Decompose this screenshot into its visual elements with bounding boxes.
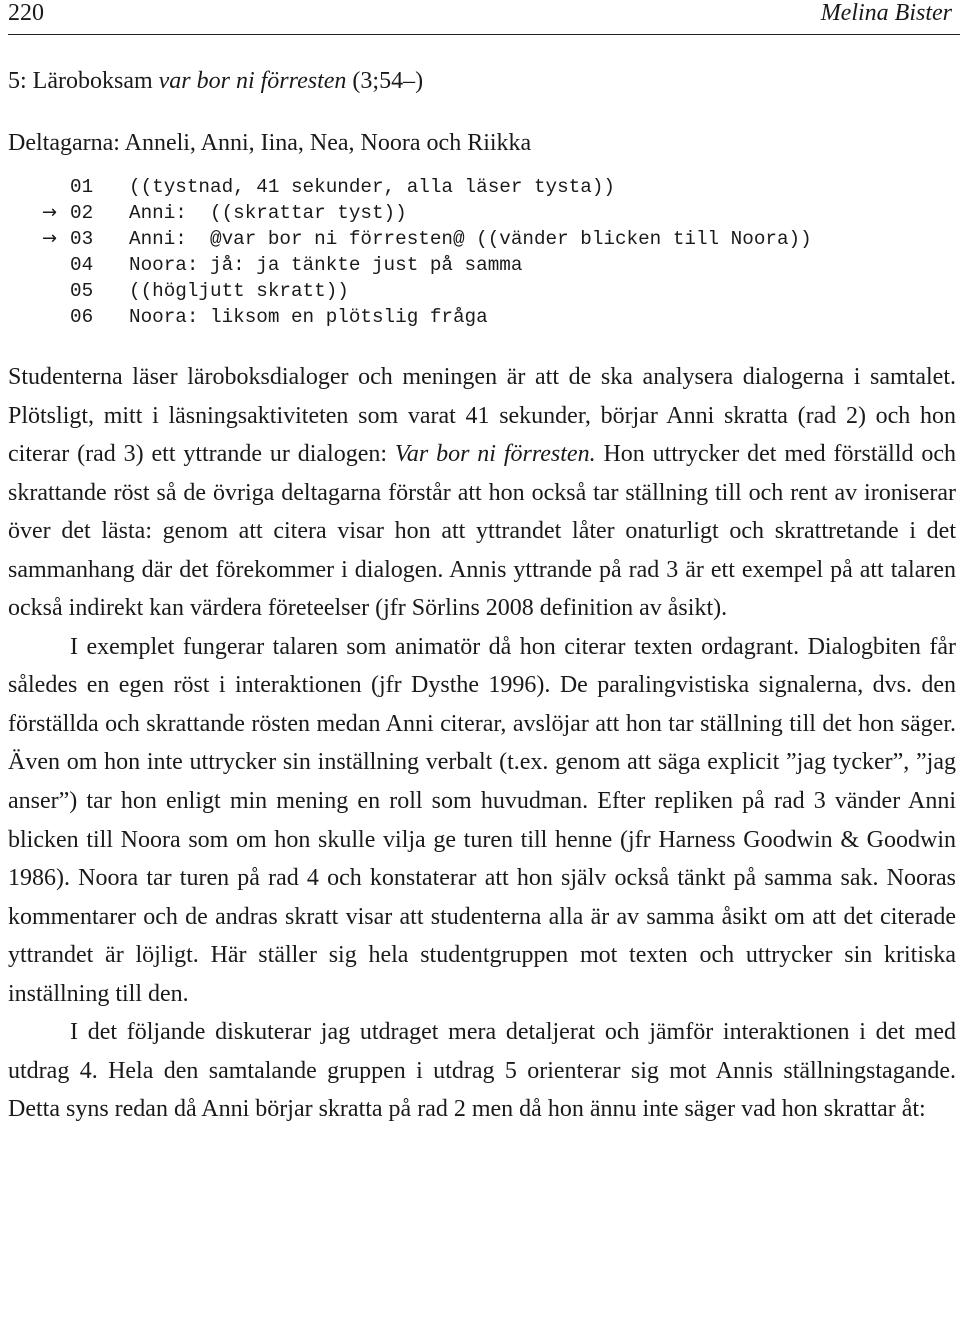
line-number: 03 — [70, 228, 94, 250]
paragraph-3: I det följande diskuterar jag utdraget mera detaljerat och jämför interaktionen i det med utdrag 4. Hela den samtalande gruppen i utdrag 5 orienterar sig mot Annis ställningstagande. Detta syns redan då Anni börjar skratta på rad 2 men då hon ännu inte säger vad hon skrattar åt: — [8, 1019, 956, 1123]
page-number: 220 — [8, 0, 44, 26]
transcript-line — [8, 252, 948, 278]
paragraph-1 — [8, 358, 956, 628]
header-rule — [8, 34, 960, 35]
transcript — [8, 174, 948, 330]
excerpt-participants: Deltagarna: Anneli, Anni, Iina, Nea, Noora och Riikka — [8, 130, 532, 156]
transcript-line — [8, 174, 948, 200]
line-number: 05 — [70, 280, 94, 302]
line-text: Anni: @var bor ni förresten@ ((vänder blicken till Noora)) — [129, 228, 812, 250]
excerpt-title-prefix: 5: Läroboksam — [8, 68, 159, 94]
excerpt-title-suffix: (3;54–) — [346, 68, 424, 94]
paragraph-1-italic: Var bor ni förresten. — [394, 441, 596, 468]
paragraph-2: I exemplet fungerar talaren som animatör då hon citerar texten ordagrant. Dialogbiten får således en egen röst i interaktionen (jfr Dysthe 1996). De paralingvistiska signalerna, dvs. den förställda och skrattande rösten medan Anni citerar, avslöjar att hon tar ställning till det hon säger. Även om hon inte uttrycker sin inställning verbalt (t.ex. genom att säga explicit ”jag tycker”, ”jag anser”) tar hon enligt min mening en roll som huvudman. Efter repliken på rad 3 vänder Anni blicken till Noora som om hon skulle vilja ge turen till henne (jfr Harness Goodwin & Goodwin 1986). Noora tar turen på rad 4 och konstaterar att hon själv också tänkt på samma sak. Nooras kommentarer och de andras skratt visar att studenterna alla är av samma åsikt om att det citerade yttrandet är löjligt. Här ställer sig hela studentgruppen mot texten och uttrycker sin kritiska inställning till den. — [8, 633, 956, 1007]
arrow-icon: → — [42, 202, 58, 223]
line-text: Noora: liksom en plötslig fråga — [129, 306, 488, 328]
line-text: Anni: ((skrattar tyst)) — [129, 202, 407, 224]
body-text — [8, 358, 956, 1129]
excerpt-title-italic: var bor ni förresten — [158, 68, 347, 94]
line-number: 02 — [70, 202, 94, 224]
line-number: 01 — [70, 176, 94, 198]
line-number: 06 — [70, 306, 94, 328]
line-text: ((tystnad, 41 sekunder, alla läser tysta)) — [129, 176, 615, 198]
running-head: Melina Bister — [820, 0, 952, 26]
line-text: Noora: jå: ja tänkte just på samma — [129, 254, 523, 276]
transcript-line — [8, 304, 948, 330]
arrow-icon: → — [42, 228, 58, 249]
page-header — [8, 0, 952, 30]
line-text: ((högljutt skratt)) — [129, 280, 349, 302]
transcript-line — [8, 278, 948, 304]
transcript-line — [8, 200, 948, 226]
line-number: 04 — [70, 254, 94, 276]
paragraph-1-part-a: Studenterna läser läroboksdialoger och meningen är att de ska analysera dialogerna i samtalet. Plötsligt, mitt i läsningsaktiviteten som varat 41 sekunder, börjar Anni skratta (rad 2) och hon citerar (rad 3) ett yttrande ur dialogen: — [8, 364, 956, 468]
transcript-line — [8, 226, 948, 252]
paragraph-1-part-b: Hon uttrycker det med förställd och skrattande röst så de övriga deltagarna förstår att hon också tar ställning till och rent av ironiserar över det lästa: genom att citera visar hon att yttrandet låter onaturligt och skrattretande i det sammanhang där det förekommer i dialogen. Annis yttrande på rad 3 är ett exempel på att talaren också indirekt kan värdera företeelser (jfr Sörlins 2008 definition av åsikt). — [8, 441, 957, 622]
excerpt-title — [8, 68, 423, 95]
